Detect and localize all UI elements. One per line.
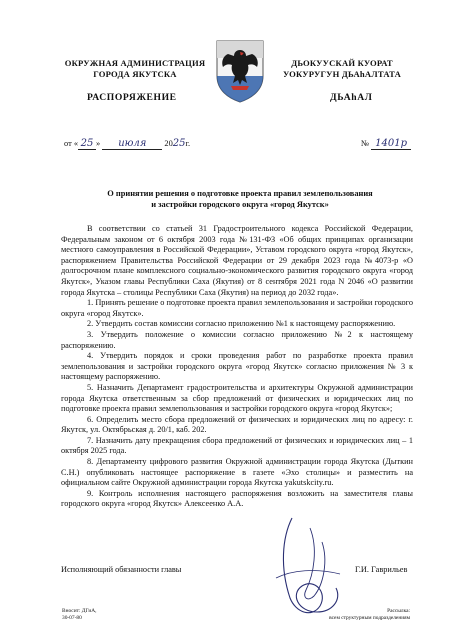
clause-3: 3. Утвердить положение о комиссии согласно приложению №2 к настоящему распоряжению. xyxy=(61,329,413,350)
date-year-end: г. xyxy=(185,139,191,148)
number-value: 1401р xyxy=(371,138,411,150)
org-name-yakut xyxy=(262,58,422,80)
signatory-position: Исполняющий обязанности главы xyxy=(61,565,182,574)
footer-right-line1: Рассылка: xyxy=(387,608,410,614)
title-line1: О принятии решения о подготовке проекта правил землепользования xyxy=(107,189,373,198)
org-name-russian-line1: ОКРУЖНАЯ АДМИНИСТРАЦИЯ xyxy=(64,58,206,68)
preamble-paragraph: В соответствии со статьей 31 Градостроительного кодекса Российской Федерации, Федеральным законом от 6 октября 2003 года №131-ФЗ «Об общих принципах организации местного самоуправления в Российской Федерации», Уставом городского округа «город Якутск», распоряжением Правительства Российской Федерации от 29 декабря 2023 года №4073-р «О долгосрочном плане комплексного социально-экономического развития городского округа «город Якутск», Указом главы Республики Саха (Якутия) от 8 сентября 2021 года N 2046 «О развитии города Якутска – столицы Республики Саха (Якутия) на период до 2032 года». xyxy=(61,224,413,297)
clause-1: 1. Принять решение о подготовке проекта правил землепользования и застройки городского округа «город Якутск». xyxy=(61,298,413,318)
org-name-russian-line2: ГОРОДА ЯКУТСКА xyxy=(93,69,177,79)
clause-8: 8. Департаменту цифрового развития Окружной администрации города Якутска (Дыткин С.Н.) опубликовать настоящее распоряжение в газете «Эхо столицы» и разместить на официальном сайте Окружной администрации города Якутска yakutskcity.ru. xyxy=(61,457,413,488)
clause-6: 6. Определить место сбора предложений от физических и юридических лиц по адресу: г. Якутск, ул. Октябрьская д. 20/1, каб. 202. xyxy=(61,414,413,435)
org-name-yakut-line2: УОКУРУГУН ДЬАһАЛТАТА xyxy=(283,69,401,79)
document-body xyxy=(61,224,413,510)
footer-left-line2: 30-07-80 xyxy=(62,615,82,621)
footer-contributor xyxy=(62,608,97,622)
clause-9: 9. Контроль исполнения настоящего распоряжения возложить на заместителя главы городского округа «город Якутск» Алексеенко А.А. xyxy=(61,488,413,509)
date-mid: » xyxy=(96,139,101,148)
date-prefix: от « xyxy=(64,139,79,148)
clause-7: 7. Назначить дату прекращения сбора предложений от физических и юридических лиц – 1 октября 2025 года. xyxy=(61,435,413,456)
footer-right-line2: всем структурным подразделениям xyxy=(329,615,410,621)
signatory-name: Г.И. Гаврильев xyxy=(355,565,408,574)
date-month: июля xyxy=(102,138,162,150)
document-type-yakut: ДЬАһАЛ xyxy=(330,92,373,103)
document-title xyxy=(80,189,400,210)
footer-distribution xyxy=(290,608,410,622)
document-date xyxy=(64,138,190,150)
document-number xyxy=(361,138,411,150)
date-year-prefix: 20 xyxy=(164,139,173,148)
date-day: 25 xyxy=(78,138,96,150)
date-year-suffix: 25 xyxy=(172,138,186,149)
number-prefix: № xyxy=(361,139,369,148)
org-name-russian xyxy=(55,58,215,80)
document-type-russian: РАСПОРЯЖЕНИЕ xyxy=(87,92,177,103)
org-name-yakut-line1: ДЬОКУУСКАЙ КУОРАТ xyxy=(291,58,393,68)
clause-2: 2. Утвердить состав комиссии согласно приложению №1 к настоящему распоряжению. xyxy=(87,319,396,329)
footer-left-line1: Вносит: ДГиА, xyxy=(62,608,97,614)
coat-of-arms-icon xyxy=(214,38,266,104)
title-line2: и застройки городского округа «город Якутск» xyxy=(151,199,329,209)
clause-4: 4. Утвердить порядок и сроки проведения работ по разработке проекта правил землепользования и застройки городского округа «город Якутск» согласно приложения № 3 к настоящему распоряжению. xyxy=(61,351,413,382)
clause-5: 5. Назначить Департамент градостроительства и архитектуры Окружной администрации города Якутска ответственным за сбор предложений от физических и юридических лиц по подготовке проекта правил землепользования и застройки городского округа «город Якутск»; xyxy=(61,382,413,414)
